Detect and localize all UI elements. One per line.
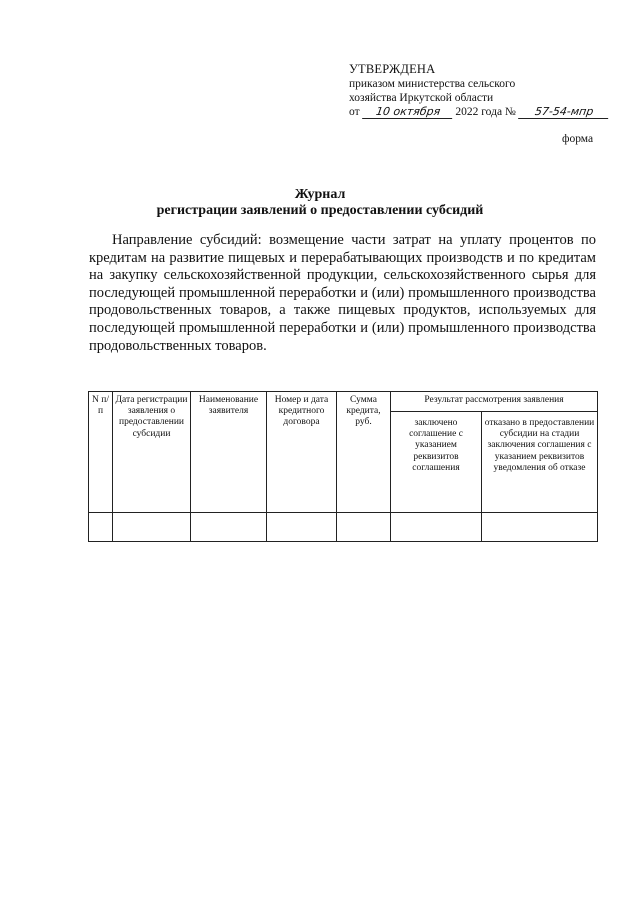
header-result: Результат рассмотрения заявления (391, 392, 598, 412)
header-credit-sum: Сумма кредита, руб. (337, 392, 391, 513)
table-header-row (89, 392, 598, 412)
approval-block (349, 61, 619, 119)
header-number: N п/п (89, 392, 113, 513)
subsidy-direction-paragraph: Направление субсидий: возмещение части затрат на уплату процентов по кредитам на развитие пищевых и перерабатывающих производств и по кредитам на закупку сельскохозяйственной продукции, сельскохозяйственного сырья для последующей промышленной переработки и (или) промышленного производства продовольственных товаров, а также пищевых продуктов, используемых для последующей промышленной переработки и (или) промышленного производства продовольственных товаров. (89, 232, 596, 354)
table-cell (113, 513, 191, 542)
form-label: форма (562, 133, 594, 145)
table-cell (89, 513, 113, 542)
table-row (89, 513, 598, 542)
handwritten-number: 57-54-мпр (518, 106, 610, 119)
table-cell (482, 513, 598, 542)
document-subtitle: регистрации заявлений о предоставлении субсидий (156, 203, 484, 218)
approval-line-1: приказом министерства сельского (349, 78, 516, 90)
subheader-concluded: заключено соглашение с указанием реквизитов соглашения (391, 412, 482, 513)
table-cell (391, 513, 482, 542)
table-cell (337, 513, 391, 542)
header-date: Дата регистрации заявления о предоставлении субсидии (113, 392, 191, 513)
approval-date-line (349, 105, 619, 119)
subheader-refused: отказано в предоставлении субсидии на стадии заключения соглашения с указанием реквизитов уведомления об отказе (482, 412, 598, 513)
date-prefix: от (349, 106, 360, 118)
approval-line-2: хозяйства Иркутской области (349, 92, 494, 104)
header-credit-contract: Номер и дата кредитного договора (267, 392, 337, 513)
header-applicant-name: Наименование заявителя (191, 392, 267, 513)
handwritten-date: 10 октября (362, 106, 454, 119)
approval-heading: УТВЕРЖДЕНА (349, 62, 436, 76)
table-cell (191, 513, 267, 542)
document-title: Журнал (294, 187, 346, 202)
year-text: 2022 года № (455, 106, 516, 118)
registration-journal-table (88, 391, 598, 542)
table-cell (267, 513, 337, 542)
